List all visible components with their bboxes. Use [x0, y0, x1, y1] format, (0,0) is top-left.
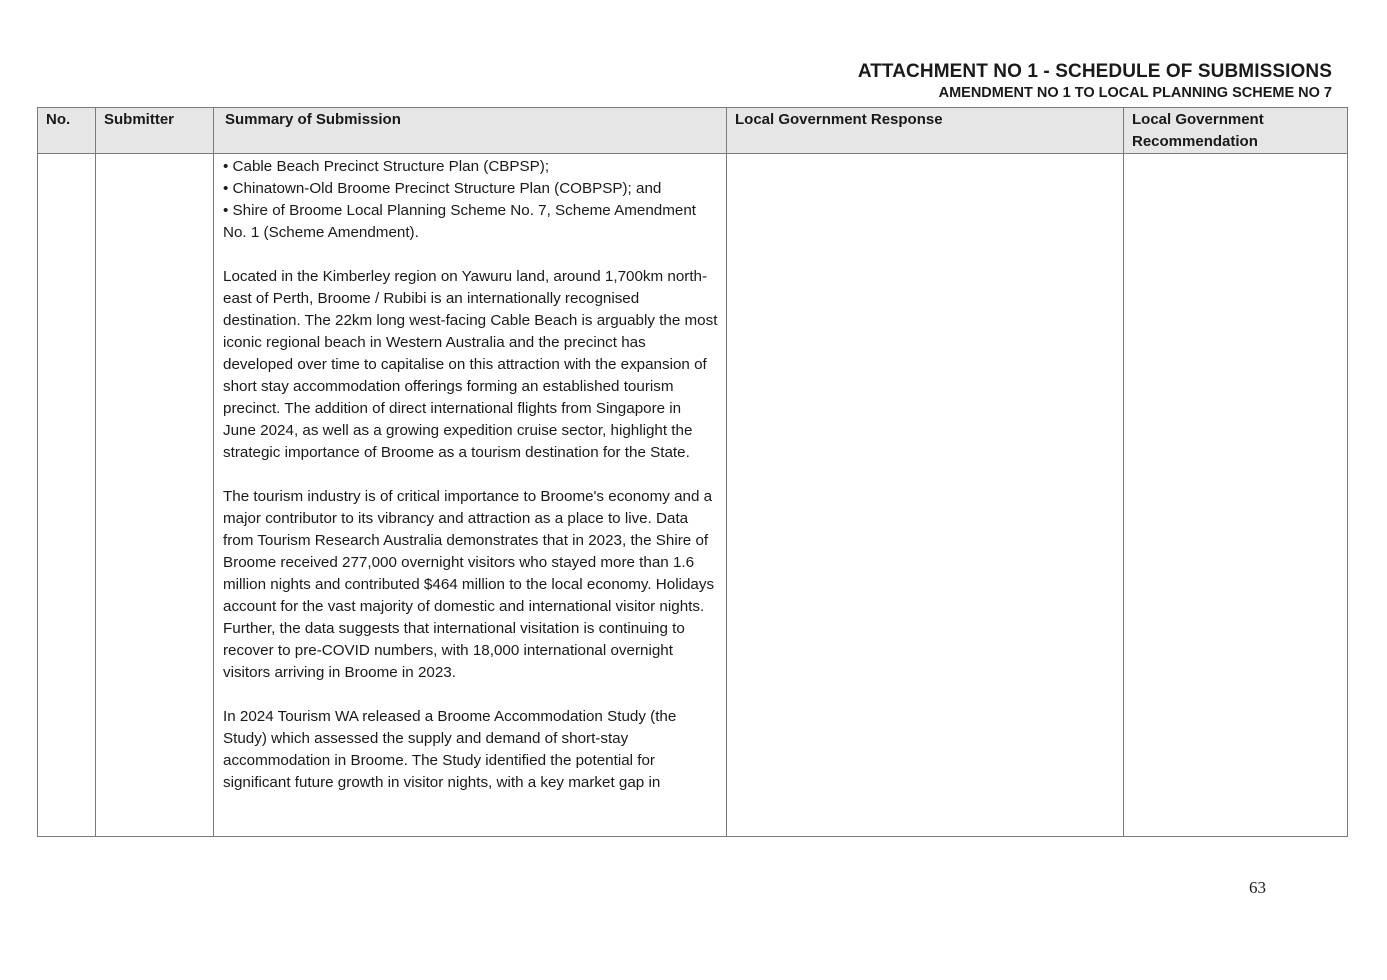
column-header-response: Local Government Response	[727, 108, 1124, 154]
column-header-submitter: Submitter	[96, 108, 214, 154]
bullet-item-cbpsp: • Cable Beach Precinct Structure Plan (CBPSP);	[223, 158, 550, 175]
cell-no	[38, 154, 96, 837]
summary-paragraph-tourism-industry: The tourism industry is of critical importance to Broome's economy and a major contributor to its vibrancy and attraction as a place to live. Data from Tourism Research Australia demonstrates that in 2023, the Shire of Broome received 277,000 overnight visitors who stayed more than 1.6 million nights and contributed $464 million to the local economy. Holidays account for the vast majority of domestic and international visitor nights. Further, the data suggests that international visitation is continuing to recover to pre-COVID numbers, with 18,000 international overnight visitors arriving in Broome in 2023.	[223, 488, 715, 681]
cell-recommendation	[1124, 154, 1348, 837]
column-header-summary: Summary of Submission	[214, 108, 727, 154]
cell-submitter	[96, 154, 214, 837]
column-header-recommendation: Local Government Recommendation	[1124, 108, 1348, 154]
bullet-item-cobpsp: • Chinatown-Old Broome Precinct Structure Plan (COBPSP); and	[223, 180, 662, 197]
summary-paragraph-location: Located in the Kimberley region on Yawuru land, around 1,700km north-east of Perth, Broome / Rubibi is an internationally recognised destination. The 22km long west-facing Cable Beach is arguably the most iconic regional beach in Western Australia and the precinct has developed over time to capitalise on this attraction with the expansion of short stay accommodation offerings forming an established tourism precinct. The addition of direct international flights from Singapore in June 2024, as well as a growing expedition cruise sector, highlight the strategic importance of Broome as a tourism destination for the State.	[223, 268, 718, 461]
submissions-table	[37, 107, 1348, 837]
cell-summary	[214, 154, 727, 837]
document-header	[858, 60, 1332, 102]
bullet-list	[223, 156, 718, 244]
bullet-item-scheme-amendment: • Shire of Broome Local Planning Scheme No. 7, Scheme Amendment No. 1 (Scheme Amendment).	[223, 202, 697, 241]
page-number: 63	[1249, 878, 1266, 897]
table-header-row	[38, 108, 1348, 154]
amendment-subtitle: AMENDMENT NO 1 TO LOCAL PLANNING SCHEME NO 7	[938, 85, 1332, 101]
summary-paragraph-accommodation-study: In 2024 Tourism WA released a Broome Accommodation Study (the Study) which assessed the supply and demand of short-stay accommodation in Broome. The Study identified the potential for significant future growth in visitor nights, with a key market gap in	[223, 708, 677, 791]
cell-response	[727, 154, 1124, 837]
table-row	[38, 154, 1348, 837]
column-header-no: No.	[38, 108, 96, 154]
attachment-title: ATTACHMENT NO 1 - SCHEDULE OF SUBMISSIONS	[857, 61, 1332, 82]
